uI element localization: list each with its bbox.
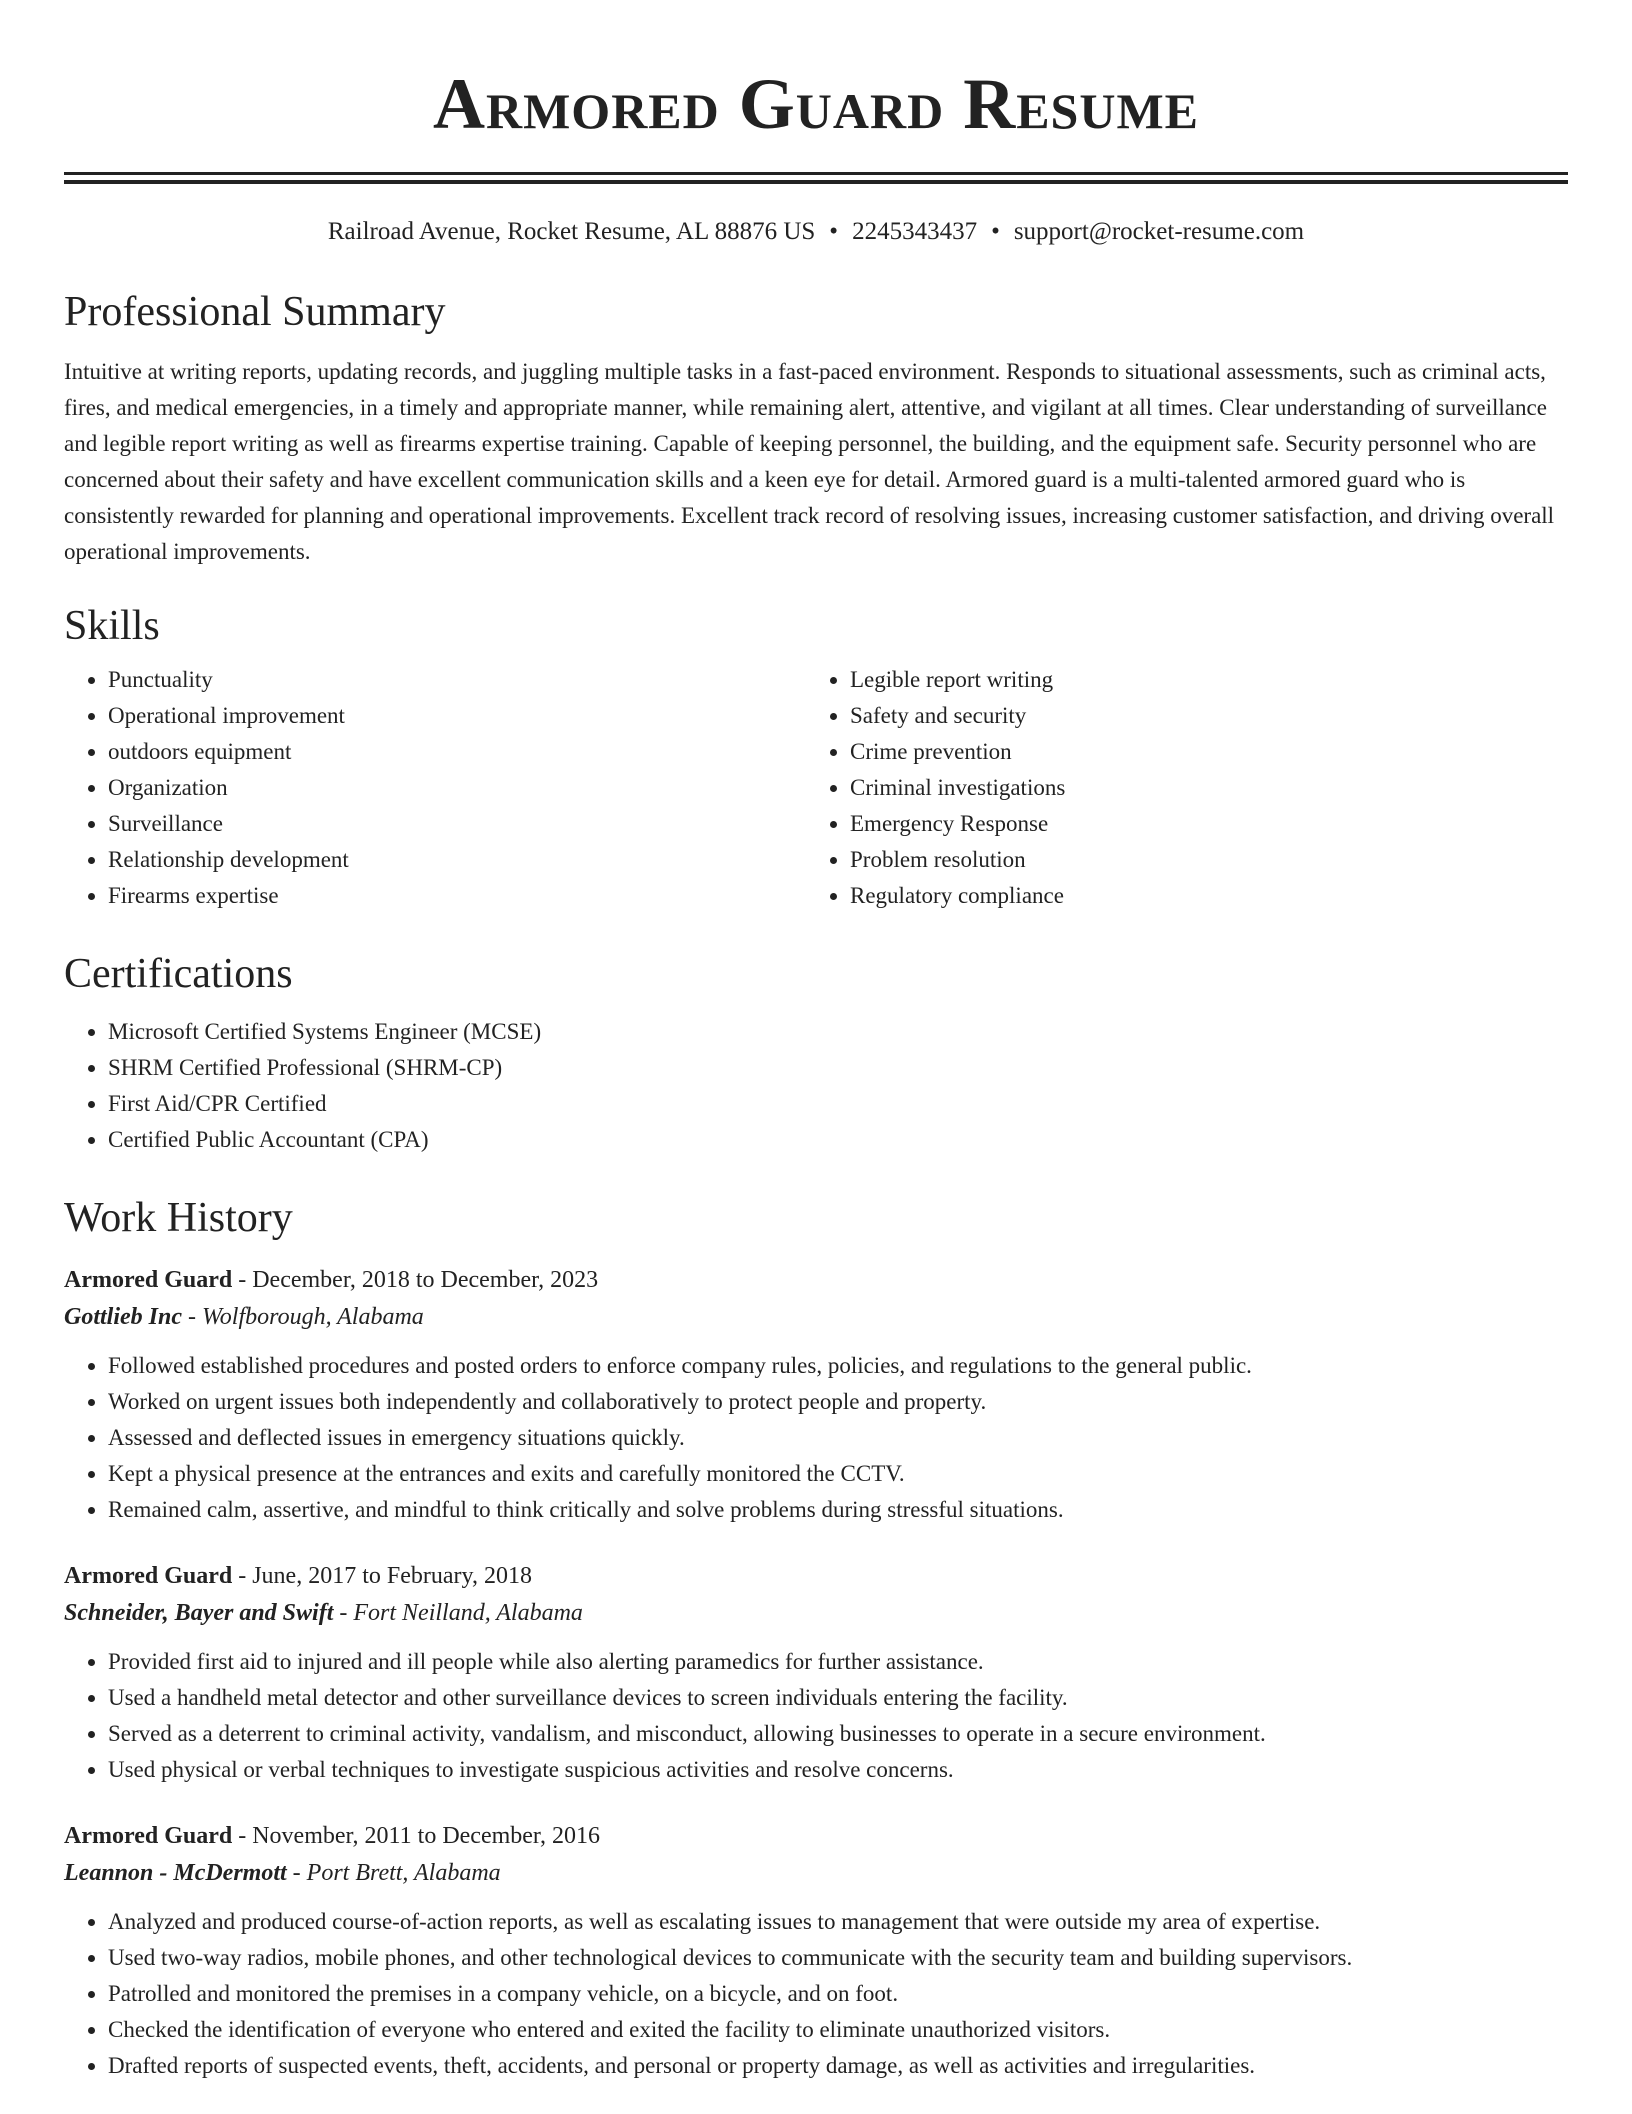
job-dates: - November, 2011 to December, 2016 xyxy=(232,1823,600,1849)
skill-item: • Criminal investigations xyxy=(850,770,1548,806)
skill-item: • Crime prevention xyxy=(850,734,1548,770)
skill-item: • Legible report writing xyxy=(850,662,1548,698)
job-company: Gottlieb Inc xyxy=(64,1304,182,1330)
skills-list-left xyxy=(64,662,806,914)
job-duty-item: • Followed established procedures and posted orders to enforce company rules, policies, and regulations to the general public. xyxy=(108,1348,1568,1384)
resume-title: Armored Guard Resume xyxy=(433,64,1199,144)
skill-item: • Punctuality xyxy=(108,662,806,698)
job-company-line xyxy=(64,1594,1568,1632)
skill-item: • Firearms expertise xyxy=(108,878,806,914)
job-duty-item: • Remained calm, assertive, and mindful to think critically and solve problems during stressful situations. xyxy=(108,1492,1568,1528)
certification-item: • Certified Public Accountant (CPA) xyxy=(108,1122,1568,1158)
job-duty-item: • Analyzed and produced course-of-action reports, as well as escalating issues to management that were outside my area of expertise. xyxy=(108,1904,1568,1940)
job-duty-item: • Served as a deterrent to criminal activity, vandalism, and misconduct, allowing businesses to operate in a secure environment. xyxy=(108,1716,1568,1752)
job-duty-item: • Provided first aid to injured and ill people while also alerting paramedics for further assistance. xyxy=(108,1644,1568,1680)
job-duty-item: • Drafted reports of suspected events, theft, accidents, and personal or property damage, as well as activities and irregularities. xyxy=(108,2048,1568,2084)
skill-item: • Relationship development xyxy=(108,842,806,878)
job-duty-item: • Patrolled and monitored the premises in a company vehicle, on a bicycle, and on foot. xyxy=(108,1976,1568,2012)
job-entry xyxy=(64,1818,1568,2084)
certification-item: • SHRM Certified Professional (SHRM-CP) xyxy=(108,1050,1568,1086)
job-duty-item: • Assessed and deflected issues in emergency situations quickly. xyxy=(108,1420,1568,1456)
certifications-heading: Certifications xyxy=(64,951,293,997)
skill-item: • Problem resolution xyxy=(850,842,1548,878)
job-company-line xyxy=(64,1298,1568,1336)
job-location: - Port Brett, Alabama xyxy=(286,1860,501,1886)
skill-item: • Regulatory compliance xyxy=(850,878,1548,914)
title-rule-top xyxy=(64,172,1568,175)
job-title-line xyxy=(64,1558,1568,1594)
skill-item: • Emergency Response xyxy=(850,806,1548,842)
job-location: - Fort Neilland, Alabama xyxy=(333,1600,583,1626)
skill-item: • outdoors equipment xyxy=(108,734,806,770)
summary-text: Intuitive at writing reports, updating records, and juggling multiple tasks in a fast-paced environment. Responds to situational assessments, such as criminal acts, fires, and medical emergencies, in a timely and appropriate manner, while remaining alert, attentive, and vigilant at all times. Clear understanding of surveillance and legible report writing as well as firearms expertise training. Capable of keeping personnel, the building, and the equipment safe. Security personnel who are concerned about their safety and have excellent communication skills and a keen eye for detail. Armored guard is a multi-talented armored guard who is consistently rewarded for planning and operational improvements. Excellent track record of resolving issues, increasing customer satisfaction, and driving overall operational improvements. xyxy=(64,359,1555,564)
job-company-line xyxy=(64,1854,1568,1892)
skills-grid xyxy=(64,662,1568,914)
certification-item: • Microsoft Certified Systems Engineer (MCSE) xyxy=(108,1014,1568,1050)
job-company: Leannon - McDermott xyxy=(64,1860,287,1886)
job-title-line xyxy=(64,1262,1568,1298)
job-duties-list xyxy=(64,1904,1568,2084)
contact-phone: 2245343437 xyxy=(852,218,978,245)
job-entry xyxy=(64,1262,1568,1528)
skill-item: • Organization xyxy=(108,770,806,806)
job-company: Schneider, Bayer and Swift xyxy=(64,1600,334,1626)
resume-page xyxy=(64,0,1568,2114)
contact-line xyxy=(64,216,1568,248)
skill-item: • Surveillance xyxy=(108,806,806,842)
contact-email: support@rocket-resume.com xyxy=(1013,218,1305,245)
job-role: Armored Guard xyxy=(64,1823,233,1849)
contact-separator: • xyxy=(991,218,1000,245)
title-rule-bottom xyxy=(64,180,1568,184)
skills-list-right xyxy=(806,662,1548,914)
contact-separator: • xyxy=(829,218,839,245)
job-entry xyxy=(64,1558,1568,1788)
job-duty-item: • Worked on urgent issues both independently and collaboratively to protect people and property. xyxy=(108,1384,1568,1420)
job-role: Armored Guard xyxy=(64,1267,233,1293)
certification-item: • First Aid/CPR Certified xyxy=(108,1086,1568,1122)
job-duty-item: • Used physical or verbal techniques to investigate suspicious activities and resolve concerns. xyxy=(108,1752,1568,1788)
skills-column-right xyxy=(806,662,1548,914)
summary-heading: Professional Summary xyxy=(64,289,446,335)
skills-heading: Skills xyxy=(64,603,160,649)
job-duty-item: • Used a handheld metal detector and other surveillance devices to screen individuals entering the facility. xyxy=(108,1680,1568,1716)
job-location: - Wolfborough, Alabama xyxy=(182,1304,424,1330)
job-duty-item: • Checked the identification of everyone who entered and exited the facility to eliminate unauthorized visitors. xyxy=(108,2012,1568,2048)
job-dates: - June, 2017 to February, 2018 xyxy=(232,1563,532,1589)
certifications-list xyxy=(64,1014,1568,1158)
job-duty-item: • Kept a physical presence at the entrances and exits and carefully monitored the CCTV. xyxy=(108,1456,1568,1492)
work-history-heading: Work History xyxy=(64,1195,293,1241)
contact-address: Railroad Avenue, Rocket Resume, AL 88876 US xyxy=(327,218,816,245)
job-duty-item: • Used two-way radios, mobile phones, and other technological devices to communicate with the security team and building supervisors. xyxy=(108,1940,1568,1976)
job-duties-list xyxy=(64,1644,1568,1788)
job-duties-list xyxy=(64,1348,1568,1528)
skills-column-left xyxy=(64,662,806,914)
job-title-line xyxy=(64,1818,1568,1854)
skill-item: • Safety and security xyxy=(850,698,1548,734)
job-dates: - December, 2018 to December, 2023 xyxy=(232,1267,599,1293)
skill-item: • Operational improvement xyxy=(108,698,806,734)
job-role: Armored Guard xyxy=(64,1563,233,1589)
